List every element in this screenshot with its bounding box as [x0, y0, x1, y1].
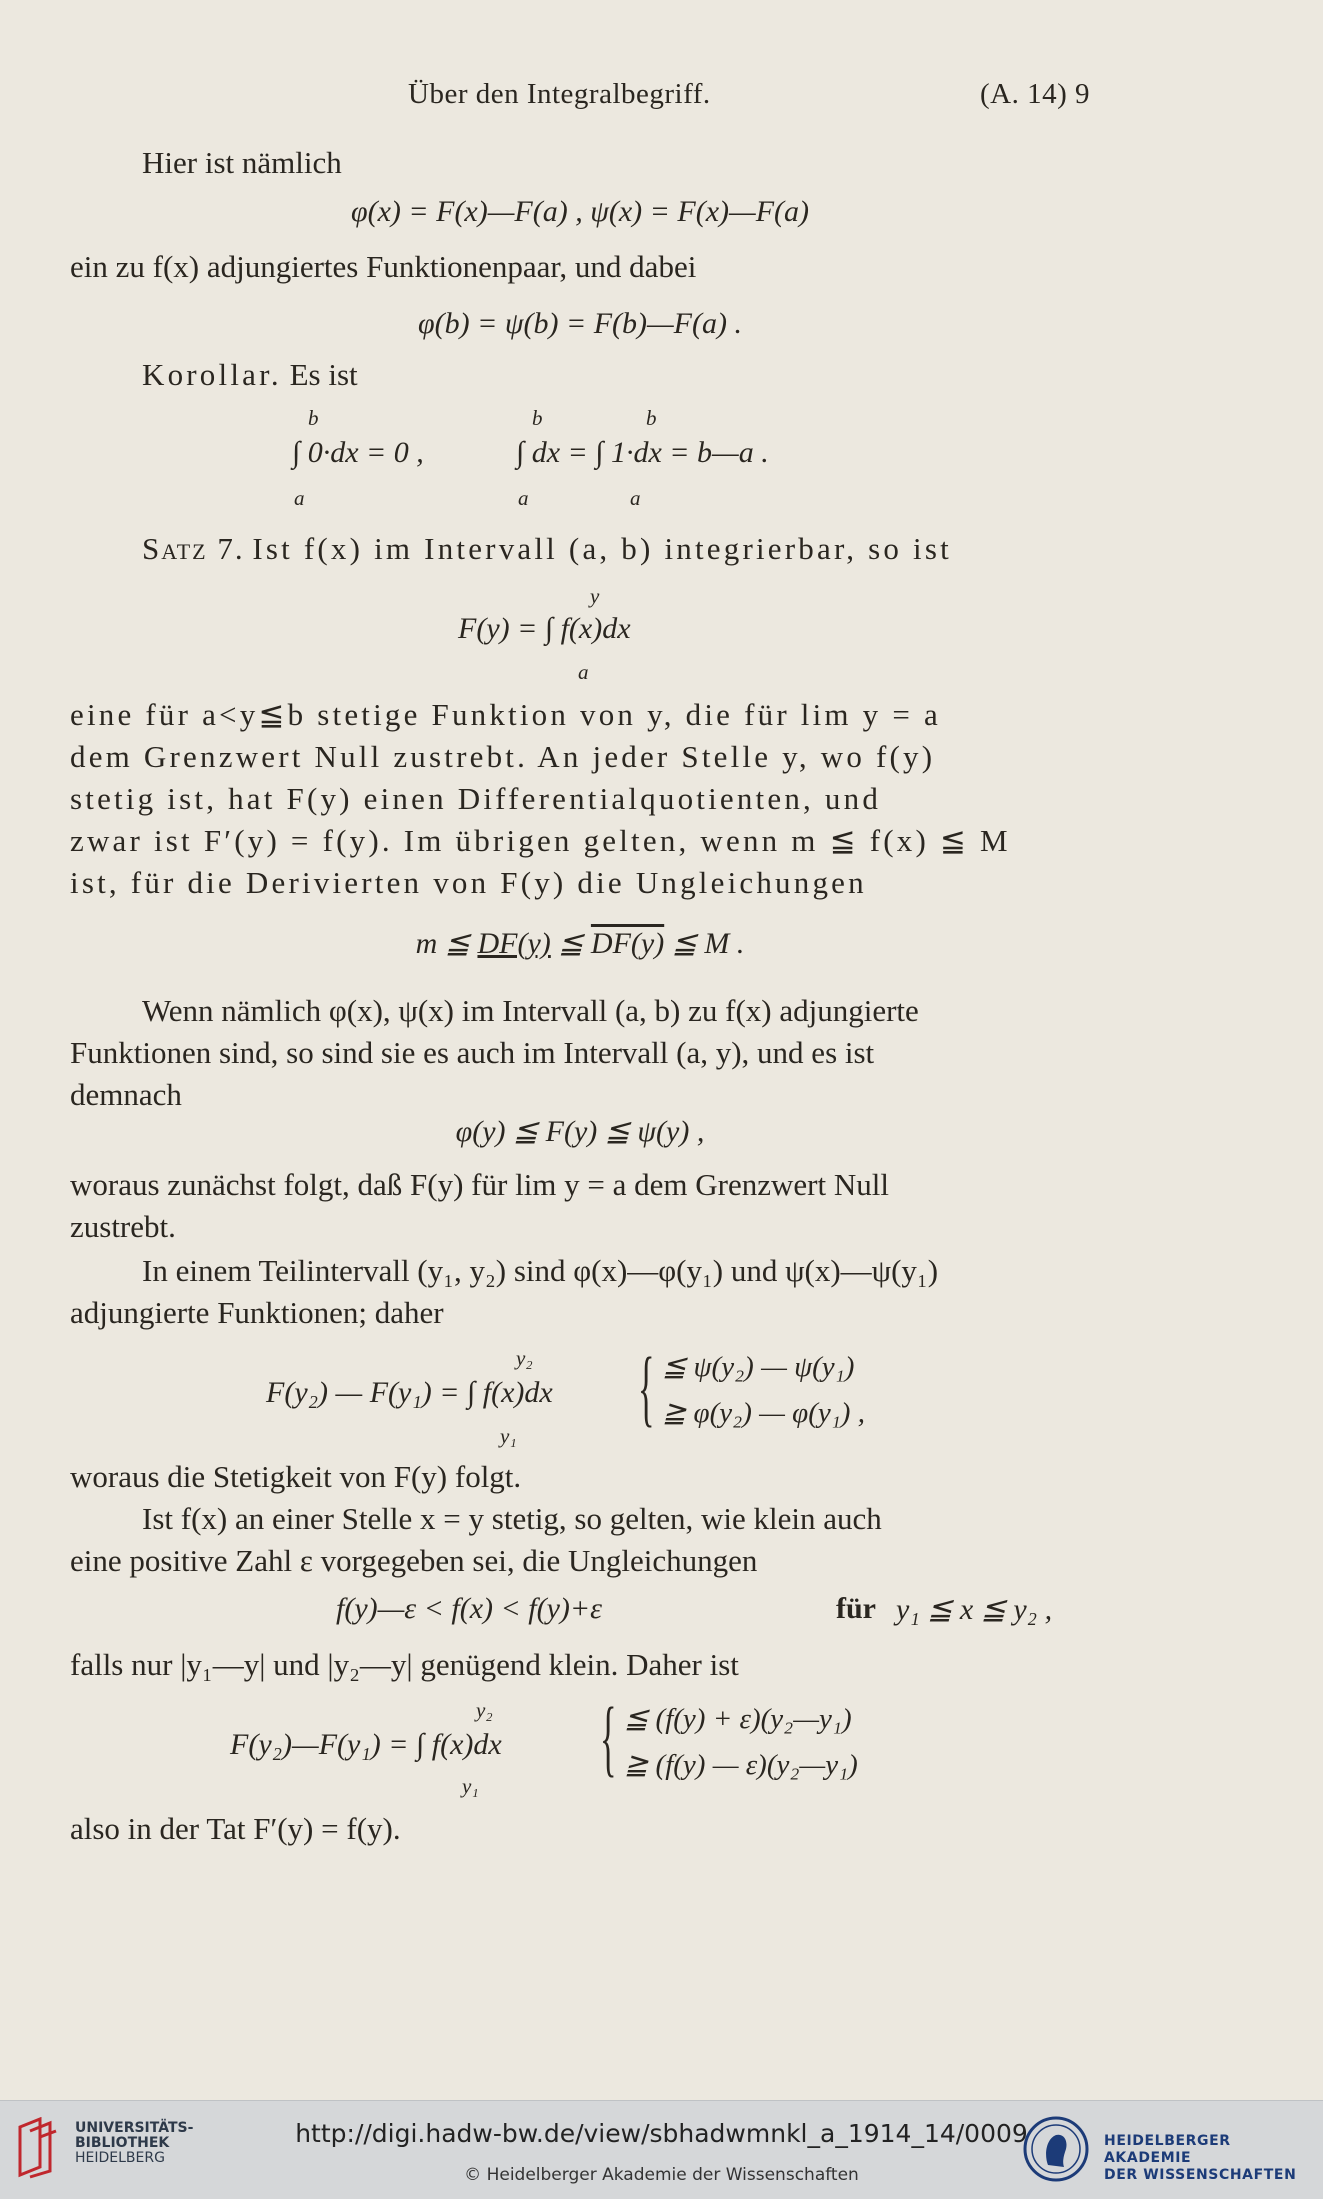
lower-derivate: DF(y) — [477, 927, 551, 960]
text-line: demnach — [70, 1077, 182, 1112]
integral-upper-limit: b — [532, 406, 543, 430]
ub-line-1: UNIVERSITÄTS- — [75, 2120, 194, 2136]
integral-upper-limit: b — [308, 406, 319, 430]
formula-bound-upper: ≦ (f(y) + ε)(y₂—y₁) — [624, 1703, 852, 1735]
copyright-notice: © Heidelberger Akademie der Wissenschaften — [464, 2165, 859, 2185]
integral-upper-limit: b — [646, 406, 657, 430]
curly-brace: { — [600, 1689, 617, 1785]
integral-lower-limit: a — [294, 486, 305, 510]
text-line: stetig ist, hat F(y) einen Differentialquotienten, und — [70, 781, 882, 816]
header-page-ref: (A. 14) 9 — [979, 78, 1090, 110]
korollar-text: Es ist — [289, 357, 358, 392]
integral-lower-limit: a — [630, 486, 641, 510]
text-line: In einem Teilintervall (y₁, y₂) sind φ(x)—φ(y₁) und ψ(x)—ψ(y₁) — [142, 1253, 939, 1288]
header-title: Über den Integralbegriff. — [408, 78, 711, 110]
text-line: also in der Tat F′(y) = f(y). — [70, 1811, 401, 1846]
satz-text: Ist f(x) im Intervall (a, b) integrierbar, so ist — [252, 531, 952, 566]
integral-lower-limit: a — [518, 486, 529, 510]
formula-phi-psi: φ(x) = F(x)—F(a) , ψ(x) = F(x)—F(a) — [350, 195, 809, 228]
viewer-footer — [0, 2100, 1323, 2199]
text-line: Funktionen sind, so sind sie es auch im Intervall (a, y), und es ist — [70, 1035, 875, 1070]
academy-line-1: HEIDELBERGER AKADEMIE — [1104, 2133, 1231, 2166]
text-line: zustrebt. — [70, 1209, 176, 1244]
formula-interval: y₁ ≦ x ≦ y₂ , — [896, 1593, 1053, 1626]
formula-fuer: für — [836, 1592, 876, 1625]
upper-derivate: DF(y) — [590, 927, 665, 960]
formula-continuity: f(y)—ε < f(x) < f(y)+ε — [336, 1592, 602, 1625]
formula-korollar-zero: ∫ 0·dx = 0 , — [292, 436, 424, 469]
formula-bound-upper: ≦ ψ(y₂) — ψ(y₁) — [662, 1351, 855, 1383]
formula-m: m ≦ — [415, 927, 470, 960]
academy-line-2: DER WISSENSCHAFTEN — [1104, 2167, 1297, 2183]
formula-korollar-one: ∫ dx = ∫ 1·dx = b—a . — [516, 436, 769, 469]
text-line: Ist f(x) an einer Stelle x = y stetig, so gelten, wie klein auch — [142, 1501, 882, 1536]
satz-line — [142, 528, 1090, 570]
academy-seal-logo — [1022, 2115, 1090, 2183]
ub-line-3: HEIDELBERG — [75, 2150, 165, 2166]
integral-upper-limit: y₂ — [516, 1346, 533, 1370]
formula-increment: F(y₂) — F(y₁) = ∫ f(x)dx — [266, 1376, 553, 1409]
academy-name — [1104, 2133, 1323, 2184]
formula-M: ≦ M . — [671, 927, 745, 960]
integral-lower-limit: y₁ — [462, 1774, 479, 1798]
text-line: woraus die Stetigkeit von F(y) folgt. — [70, 1459, 522, 1494]
ub-line-2: BIBLIOTHEK — [75, 2135, 170, 2151]
formula-phi-b: φ(b) = ψ(b) = F(b)—F(a) . — [418, 307, 742, 340]
text-line: dem Grenzwert Null zustrebt. An jeder Stelle y, wo f(y) — [70, 739, 936, 774]
text-line: adjungierte Funktionen; daher — [70, 1295, 444, 1330]
integral-lower-limit: y₁ — [500, 1424, 517, 1448]
integral-lower-limit: a — [578, 660, 589, 684]
formula-bounds: φ(y) ≦ F(y) ≦ ψ(y) , — [455, 1115, 705, 1148]
text-line: ist, für die Derivierten von F(y) die Ungleichungen — [70, 865, 867, 900]
text-line: woraus zunächst folgt, daß F(y) für lim y = a dem Grenzwert Null — [70, 1167, 889, 1202]
formula-F-of-y: F(y) = ∫ f(x)dx — [458, 612, 631, 645]
text-line: eine für a<y≦b stetige Funktion von y, die für lim y = a — [70, 697, 941, 732]
text-line: ein zu f(x) adjungiertes Funktionenpaar, und dabei — [70, 249, 697, 284]
running-header — [70, 78, 1090, 118]
text-line: Wenn nämlich φ(x), ψ(x) im Intervall (a, b) zu f(x) adjungierte — [142, 993, 919, 1028]
text-line: zwar ist F′(y) = f(y). Im übrigen gelten, wenn m ≦ f(x) ≦ M — [70, 823, 1011, 858]
curly-brace: { — [638, 1339, 655, 1435]
text-line: Hier ist nämlich — [142, 145, 342, 180]
integral-upper-limit: y — [590, 584, 600, 608]
text-line: falls nur |y₁—y| und |y₂—y| genügend klein. Daher ist — [70, 1647, 739, 1682]
text-line: eine positive Zahl ε vorgegeben sei, die Ungleichungen — [70, 1543, 758, 1578]
formula-increment-2: F(y₂)—F(y₁) = ∫ f(x)dx — [230, 1728, 502, 1761]
korollar-line — [142, 354, 1090, 396]
integral-upper-limit: y₂ — [476, 1698, 493, 1722]
korollar-label: Korollar. — [142, 357, 282, 392]
satz-label: Satz 7. — [142, 531, 245, 566]
formula-bound-lower: ≧ φ(y₂) — φ(y₁) , — [662, 1397, 865, 1429]
formula-leq: ≦ — [558, 927, 584, 960]
formula-bound-lower: ≧ (f(y) — ε)(y₂—y₁) — [624, 1749, 858, 1781]
formula-derivates — [70, 924, 1090, 964]
permalink[interactable]: http://digi.hadw-bw.de/view/sbhadwmnkl_a_1914_14/0009 — [295, 2119, 1028, 2148]
